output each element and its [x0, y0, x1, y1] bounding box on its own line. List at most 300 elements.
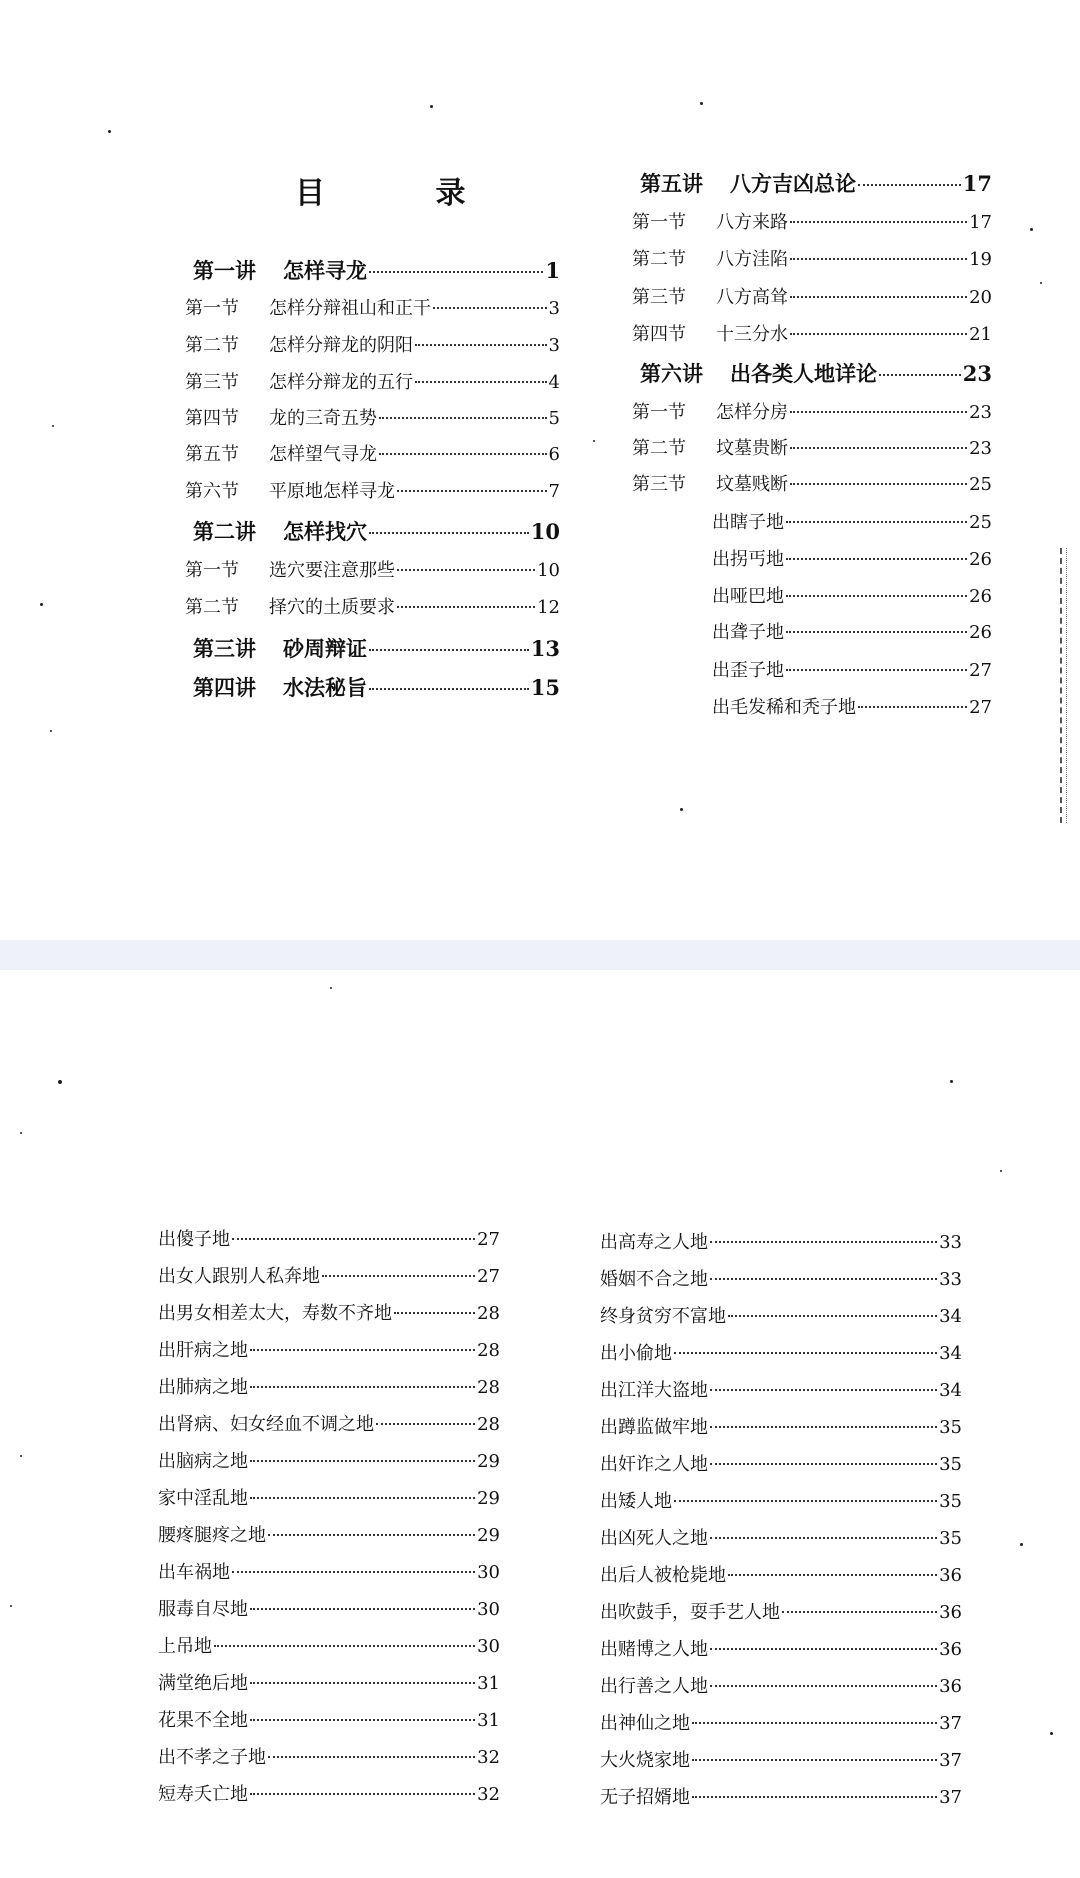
toc-label — [158, 1410, 374, 1436]
entry-title: 八方吉凶总论 — [730, 171, 856, 196]
scan-speck — [52, 425, 54, 427]
page-number: 34 — [939, 1380, 962, 1401]
entry-title: 怎样望气寻龙 — [269, 444, 377, 465]
dot-leader — [268, 1756, 475, 1758]
scan-speck — [1020, 1543, 1023, 1546]
dot-leader — [786, 631, 967, 633]
toc-row — [158, 1706, 500, 1732]
toc-row — [158, 1225, 500, 1251]
dot-leader — [369, 271, 543, 273]
lecture-number: 第四讲 — [193, 675, 256, 700]
toc-label — [600, 1524, 708, 1550]
page-number: 29 — [477, 1488, 500, 1509]
page-number: 26 — [969, 622, 992, 643]
toc-label — [158, 1780, 248, 1806]
toc-label — [600, 1265, 708, 1291]
page-number: 35 — [939, 1491, 962, 1512]
entry-title: 水法秘旨 — [283, 675, 367, 700]
lecture-number: 第六讲 — [640, 361, 703, 386]
scan-speck — [10, 1605, 12, 1607]
dot-leader — [786, 595, 967, 597]
toc-row — [712, 508, 992, 534]
toc-label — [632, 245, 788, 271]
page-number: 30 — [477, 1599, 500, 1620]
toc-row — [158, 1595, 500, 1621]
entry-title: 出哑巴地 — [712, 586, 784, 607]
scan-speck — [40, 603, 43, 606]
entry-title: 出各类人地详论 — [730, 361, 877, 386]
dot-leader — [369, 532, 529, 534]
toc-label — [158, 1225, 230, 1251]
toc-row — [158, 1447, 500, 1473]
toc-label — [185, 368, 413, 394]
toc-label — [158, 1521, 266, 1547]
toc-label — [193, 672, 367, 702]
toc-label — [600, 1598, 780, 1624]
entry-title: 怎样分辩祖山和正干 — [269, 298, 431, 319]
entry-title: 选穴要注意那些 — [269, 560, 395, 581]
toc-row — [600, 1413, 962, 1439]
page-number: 28 — [477, 1340, 500, 1361]
toc-row — [600, 1746, 962, 1772]
toc-page-2 — [0, 970, 1080, 1878]
toc-row — [640, 168, 992, 198]
entry-title: 龙的三奇五势 — [269, 408, 377, 429]
toc-row — [712, 582, 992, 608]
toc-label — [158, 1262, 320, 1288]
dot-leader — [674, 1352, 937, 1354]
dot-leader — [692, 1722, 937, 1724]
toc-row — [158, 1743, 500, 1769]
toc-row — [600, 1635, 962, 1661]
toc-label — [158, 1373, 248, 1399]
toc-label — [640, 358, 877, 388]
dot-leader — [790, 411, 967, 413]
dot-leader — [710, 1426, 937, 1428]
entry-title: 出凶死人之地 — [600, 1528, 708, 1549]
toc-row — [712, 656, 992, 682]
toc-row — [193, 633, 560, 663]
toc-label — [185, 331, 413, 357]
entry-title: 出高寿之人地 — [600, 1232, 708, 1253]
toc-row — [600, 1265, 962, 1291]
toc-row — [632, 208, 992, 234]
toc-label — [600, 1635, 708, 1661]
entry-title: 出肝病之地 — [158, 1340, 248, 1361]
section-number: 第二节 — [185, 335, 239, 356]
scan-speck — [1040, 282, 1042, 284]
page-number: 13 — [530, 636, 560, 661]
toc-label — [600, 1672, 708, 1698]
lecture-number: 第三讲 — [193, 636, 256, 661]
toc-row — [193, 672, 560, 702]
section-number: 第六节 — [185, 481, 239, 502]
toc-row — [632, 283, 992, 309]
dot-leader — [782, 1611, 937, 1613]
entry-title: 无子招婿地 — [600, 1787, 690, 1808]
section-number: 第二节 — [632, 438, 686, 459]
toc-label — [185, 294, 431, 320]
page-number: 33 — [939, 1232, 962, 1253]
toc-label — [185, 404, 377, 430]
dot-leader — [250, 1460, 475, 1462]
toc-row — [632, 245, 992, 271]
dot-leader — [710, 1685, 937, 1687]
toc-label — [600, 1746, 690, 1772]
page-separator — [0, 940, 1080, 970]
entry-title: 出小偷地 — [600, 1343, 672, 1364]
scan-speck — [108, 130, 111, 133]
toc-label — [600, 1487, 672, 1513]
entry-title: 出拐丐地 — [712, 549, 784, 570]
entry-title: 怎样分房 — [716, 402, 788, 423]
dot-leader — [379, 417, 547, 419]
page-number: 27 — [969, 697, 992, 718]
toc-row — [712, 618, 992, 644]
dot-leader — [379, 453, 547, 455]
toc-row — [600, 1524, 962, 1550]
toc-row — [600, 1598, 962, 1624]
dot-leader — [250, 1349, 475, 1351]
toc-label — [632, 434, 788, 460]
toc-row — [185, 556, 560, 582]
entry-title: 上吊地 — [158, 1636, 212, 1657]
entry-title: 出矮人地 — [600, 1491, 672, 1512]
toc-label — [632, 470, 788, 496]
toc-label — [185, 477, 395, 503]
page-number: 33 — [939, 1269, 962, 1290]
entry-title: 满堂绝后地 — [158, 1673, 248, 1694]
toc-label — [600, 1228, 708, 1254]
toc-label — [193, 516, 367, 546]
page-number: 26 — [969, 586, 992, 607]
entry-title: 出歪子地 — [712, 660, 784, 681]
toc-label — [185, 593, 395, 619]
scan-speck — [1030, 228, 1033, 231]
entry-title: 出瞎子地 — [712, 512, 784, 533]
entry-title: 怎样寻龙 — [283, 258, 367, 283]
toc-row — [158, 1262, 500, 1288]
dot-leader — [268, 1534, 475, 1536]
lecture-number: 第二讲 — [193, 519, 256, 544]
entry-title: 出脑病之地 — [158, 1451, 248, 1472]
toc-row — [158, 1484, 500, 1510]
dot-leader — [433, 307, 547, 309]
dot-leader — [790, 296, 967, 298]
dot-leader — [322, 1275, 475, 1277]
dot-leader — [232, 1238, 475, 1240]
page-number: 29 — [477, 1451, 500, 1472]
dot-leader — [369, 688, 529, 690]
toc-row — [600, 1450, 962, 1476]
dot-leader — [250, 1386, 475, 1388]
dot-leader — [710, 1389, 937, 1391]
entry-title: 出车祸地 — [158, 1562, 230, 1583]
toc-row — [185, 440, 560, 466]
page-number: 1 — [545, 258, 560, 283]
dot-leader — [250, 1682, 475, 1684]
entry-title: 怎样找穴 — [283, 519, 367, 544]
toc-row — [600, 1783, 962, 1809]
toc-label — [185, 556, 395, 582]
entry-title: 出蹲监做牢地 — [600, 1417, 708, 1438]
toc-row — [193, 516, 560, 546]
toc-label — [632, 208, 788, 234]
page-number: 36 — [939, 1639, 962, 1660]
scan-speck — [50, 730, 52, 732]
toc-label — [158, 1299, 392, 1325]
entry-title: 出吹鼓手，耍手艺人地 — [600, 1602, 780, 1623]
page-number: 4 — [548, 372, 560, 393]
toc-row — [632, 398, 992, 424]
toc-row — [185, 477, 560, 503]
entry-title: 出聋子地 — [712, 622, 784, 643]
entry-title: 出男女相差太大，寿数不齐地 — [158, 1303, 392, 1324]
dot-leader — [858, 706, 967, 708]
dot-leader — [786, 669, 967, 671]
section-number: 第五节 — [185, 444, 239, 465]
dot-leader — [376, 1423, 475, 1425]
entry-title: 出江洋大盗地 — [600, 1380, 708, 1401]
section-number: 第三节 — [632, 474, 686, 495]
entry-title: 大火烧家地 — [600, 1750, 690, 1771]
toc-row — [632, 434, 992, 460]
dot-leader — [415, 344, 547, 346]
page-number: 27 — [969, 660, 992, 681]
entry-title: 坟墓贵断 — [716, 438, 788, 459]
page-number: 36 — [939, 1602, 962, 1623]
page-number: 25 — [969, 512, 992, 533]
toc-label — [158, 1632, 212, 1658]
toc-label — [158, 1669, 248, 1695]
page-number: 28 — [477, 1303, 500, 1324]
entry-title: 出毛发稀和秃子地 — [712, 697, 856, 718]
toc-row — [193, 255, 560, 285]
scan-speck — [20, 1132, 22, 1134]
page-number: 30 — [477, 1562, 500, 1583]
page-number: 35 — [939, 1528, 962, 1549]
dot-leader — [790, 483, 967, 485]
toc-row — [185, 368, 560, 394]
entry-title: 怎样分辩龙的阴阳 — [269, 335, 413, 356]
dot-leader — [232, 1571, 475, 1573]
entry-title: 八方高耸 — [716, 287, 788, 308]
section-number: 第四节 — [632, 324, 686, 345]
toc-label — [632, 398, 788, 424]
page-number: 29 — [477, 1525, 500, 1546]
toc-row — [185, 404, 560, 430]
dot-leader — [710, 1648, 937, 1650]
page-number: 15 — [530, 675, 560, 700]
page-number: 19 — [969, 249, 992, 270]
page-number: 37 — [939, 1787, 962, 1808]
page-number: 37 — [939, 1750, 962, 1771]
entry-title: 坟墓贱断 — [716, 474, 788, 495]
page-number: 7 — [548, 481, 560, 502]
page-number: 35 — [939, 1417, 962, 1438]
entry-title: 出不孝之子地 — [158, 1747, 266, 1768]
toc-label — [185, 440, 377, 466]
dot-leader — [786, 521, 967, 523]
toc-row — [600, 1228, 962, 1254]
toc-row — [600, 1376, 962, 1402]
toc-row — [712, 545, 992, 571]
dot-leader — [692, 1759, 937, 1761]
toc-row — [632, 320, 992, 346]
dot-leader — [397, 490, 547, 492]
entry-title: 服毒自尽地 — [158, 1599, 248, 1620]
toc-row — [600, 1709, 962, 1735]
entry-title: 出奸诈之人地 — [600, 1454, 708, 1475]
dot-leader — [674, 1500, 937, 1502]
page-number: 32 — [477, 1747, 500, 1768]
dot-leader — [214, 1645, 475, 1647]
toc-label — [158, 1706, 248, 1732]
dot-leader — [710, 1537, 937, 1539]
toc-label — [712, 618, 784, 644]
toc-label — [600, 1339, 672, 1365]
page-number: 6 — [548, 444, 560, 465]
section-number: 第二节 — [632, 249, 686, 270]
section-number: 第一节 — [632, 402, 686, 423]
page-number: 30 — [477, 1636, 500, 1657]
entry-title: 出肺病之地 — [158, 1377, 248, 1398]
page-number: 25 — [969, 474, 992, 495]
dot-leader — [728, 1315, 937, 1317]
toc-row — [158, 1669, 500, 1695]
dot-leader — [397, 606, 535, 608]
toc-row — [158, 1336, 500, 1362]
section-number: 第三节 — [185, 372, 239, 393]
toc-row — [600, 1672, 962, 1698]
dot-leader — [790, 447, 967, 449]
section-number: 第一节 — [185, 298, 239, 319]
dot-leader — [728, 1574, 937, 1576]
dot-leader — [394, 1312, 475, 1314]
entry-title: 出后人被枪毙地 — [600, 1565, 726, 1586]
toc-label — [712, 693, 856, 719]
section-number: 第一节 — [185, 560, 239, 581]
scan-speck — [593, 440, 595, 442]
toc-row — [158, 1373, 500, 1399]
scan-speck — [1050, 1732, 1053, 1735]
scan-speck — [430, 105, 433, 108]
toc-label — [712, 582, 784, 608]
entry-title: 出傻子地 — [158, 1229, 230, 1250]
section-number: 第四节 — [185, 408, 239, 429]
page-number: 32 — [477, 1784, 500, 1805]
section-number: 第二节 — [185, 597, 239, 618]
toc-label — [600, 1413, 708, 1439]
dot-leader — [790, 333, 967, 335]
toc-label — [158, 1558, 230, 1584]
page-number: 23 — [969, 438, 992, 459]
toc-row — [712, 693, 992, 719]
toc-label — [193, 633, 367, 663]
scan-speck — [950, 1080, 953, 1083]
toc-label — [158, 1595, 248, 1621]
toc-label — [632, 320, 788, 346]
page-number: 12 — [537, 597, 560, 618]
lecture-number: 第五讲 — [640, 171, 703, 196]
dot-leader — [790, 221, 967, 223]
page-number: 10 — [537, 560, 560, 581]
scan-edge-mark — [1060, 548, 1067, 823]
page-number: 34 — [939, 1343, 962, 1364]
entry-title: 出赌博之人地 — [600, 1639, 708, 1660]
toc-row — [158, 1299, 500, 1325]
entry-title: 出肾病、妇女经血不调之地 — [158, 1414, 374, 1435]
toc-row — [600, 1339, 962, 1365]
page-number: 20 — [969, 287, 992, 308]
toc-row — [600, 1561, 962, 1587]
toc-label — [600, 1709, 690, 1735]
dot-leader — [710, 1463, 937, 1465]
toc-row — [600, 1487, 962, 1513]
toc-label — [600, 1561, 726, 1587]
page-number: 17 — [969, 212, 992, 233]
dot-leader — [879, 374, 961, 376]
dot-leader — [710, 1278, 937, 1280]
page-number: 35 — [939, 1454, 962, 1475]
scan-speck — [330, 987, 332, 989]
entry-title: 花果不全地 — [158, 1710, 248, 1731]
page-number: 36 — [939, 1676, 962, 1697]
page-number: 3 — [548, 298, 560, 319]
dot-leader — [250, 1497, 475, 1499]
page-number: 5 — [548, 408, 560, 429]
toc-row — [640, 358, 992, 388]
page-number: 31 — [477, 1710, 500, 1731]
dot-leader — [369, 649, 529, 651]
dot-leader — [692, 1796, 937, 1798]
dot-leader — [786, 558, 967, 560]
toc-label — [712, 656, 784, 682]
page-number: 27 — [477, 1229, 500, 1250]
dot-leader — [250, 1608, 475, 1610]
toc-label — [600, 1376, 708, 1402]
toc-label — [632, 283, 788, 309]
toc-row — [600, 1302, 962, 1328]
dot-leader — [250, 1719, 475, 1721]
dot-leader — [710, 1241, 937, 1243]
entry-title: 十三分水 — [716, 324, 788, 345]
entry-title: 择穴的土质要求 — [269, 597, 395, 618]
toc-row — [158, 1780, 500, 1806]
entry-title: 家中淫乱地 — [158, 1488, 248, 1509]
toc-row — [158, 1558, 500, 1584]
scan-speck — [680, 808, 683, 811]
toc-label — [158, 1336, 248, 1362]
dot-leader — [790, 258, 967, 260]
entry-title: 婚姻不合之地 — [600, 1269, 708, 1290]
toc-row — [185, 331, 560, 357]
page-number: 31 — [477, 1673, 500, 1694]
toc-label — [712, 508, 784, 534]
entry-title: 怎样分辩龙的五行 — [269, 372, 413, 393]
entry-title: 腰疼腿疼之地 — [158, 1525, 266, 1546]
toc-row — [158, 1521, 500, 1547]
page-number: 3 — [548, 335, 560, 356]
page-number: 28 — [477, 1414, 500, 1435]
page-number: 21 — [969, 324, 992, 345]
toc-row — [185, 294, 560, 320]
toc-title: 目 录 — [295, 176, 516, 211]
toc-label — [600, 1450, 708, 1476]
entry-title: 砂周辩证 — [283, 636, 367, 661]
section-number: 第三节 — [632, 287, 686, 308]
scan-speck — [1000, 1170, 1002, 1172]
